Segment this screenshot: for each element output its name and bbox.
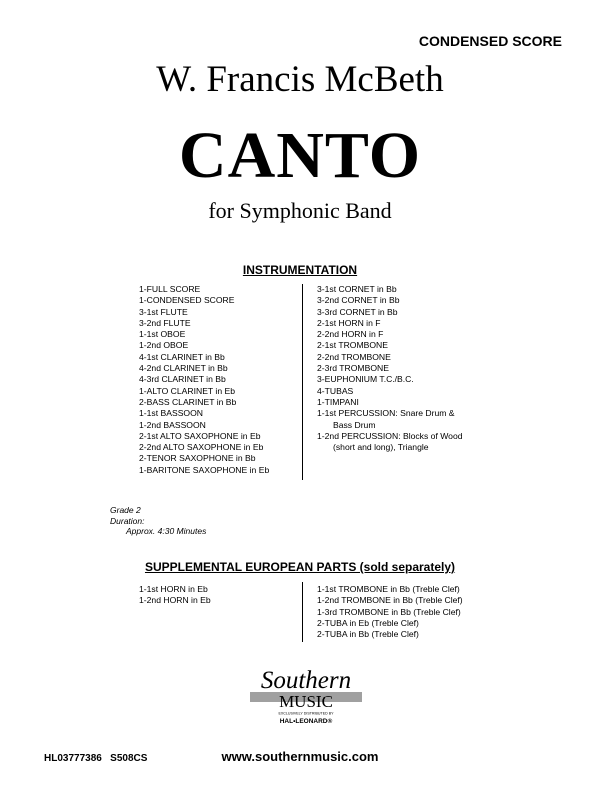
logo-distribution-text: EXCLUSIVELY DISTRIBUTED BY: [278, 711, 334, 716]
part-item-continuation: (short and long), Triangle: [333, 442, 429, 453]
part-item: 1-2nd OBOE: [139, 340, 189, 351]
part-item: 2-2nd ALTO SAXOPHONE in Eb: [139, 442, 264, 453]
part-item: 4-1st CLARINET in Bb: [139, 351, 225, 362]
part-item: 1-3rd TROMBONE in Bb (Treble Clef): [317, 606, 461, 617]
part-item: 2-TUBA in Eb (Treble Clef): [317, 617, 419, 628]
piece-title: CANTO: [178, 119, 422, 192]
part-item: 2-2nd HORN in F: [317, 329, 384, 340]
part-item: 3-EUPHONIUM T.C./B.C.: [317, 374, 414, 385]
piece-subtitle: for Symphonic Band: [208, 198, 392, 223]
part-item: 1-BARITONE SAXOPHONE in Eb: [139, 464, 270, 475]
instrumentation-left-column: [139, 284, 269, 476]
website-link[interactable]: www.southernmusic.com: [221, 749, 379, 764]
part-item: 2-2nd TROMBONE: [317, 351, 391, 362]
supplemental-left-column: [139, 584, 211, 607]
part-item: 3-3rd CORNET in Bb: [317, 306, 398, 317]
supplemental-divider: [302, 582, 303, 642]
part-item: 2-3rd TROMBONE: [317, 363, 389, 374]
grade-duration-info: [110, 505, 206, 537]
part-item: 1-2nd TROMBONE in Bb (Treble Clef): [317, 595, 463, 606]
part-item: 3-2nd CORNET in Bb: [317, 295, 400, 306]
instrumentation-divider: [302, 284, 303, 480]
part-item: 4-2nd CLARINET in Bb: [139, 363, 228, 374]
part-item: 3-1st CORNET in Bb: [317, 284, 397, 294]
part-item-continuation: Bass Drum: [333, 419, 376, 430]
part-item: 1-2nd BASSOON: [139, 419, 206, 430]
composer-name: W. Francis McBeth: [156, 59, 444, 100]
part-item: 4-TUBAS: [317, 385, 354, 396]
part-item: 2-1st ALTO SAXOPHONE in Eb: [139, 430, 261, 441]
publisher-logo: [246, 666, 366, 726]
grade-label: Grade 2: [110, 505, 141, 515]
part-item: 2-TENOR SAXOPHONE in Bb: [139, 453, 256, 464]
part-item: 1-CONDENSED SCORE: [139, 295, 235, 306]
duration-label: Duration:: [110, 515, 145, 526]
part-item: 2-BASS CLARINET in Bb: [139, 396, 237, 407]
part-item: 3-2nd FLUTE: [139, 317, 191, 328]
part-item: 1-ALTO CLARINET in Eb: [139, 385, 235, 396]
part-item: 1-1st TROMBONE in Bb (Treble Clef): [317, 584, 460, 594]
logo-music-text: MUSIC: [279, 692, 333, 711]
part-item: 1-2nd HORN in Eb: [139, 595, 211, 606]
duration-value: Approx. 4:30 Minutes: [126, 526, 207, 536]
instrumentation-right-column: [317, 284, 463, 453]
part-item: 1-2nd PERCUSSION: Blocks of Wood: [317, 430, 463, 441]
part-item: 1-FULL SCORE: [139, 284, 201, 294]
logo-hal-leonard-text: HAL•LEONARD®: [279, 718, 333, 725]
supplemental-right-column: [317, 584, 463, 640]
part-item: 1-1st HORN in Eb: [139, 584, 208, 594]
score-type-label: CONDENSED SCORE: [418, 33, 562, 49]
part-item: 2-1st HORN in F: [317, 317, 381, 328]
part-item: 2-TUBA in Bb (Treble Clef): [317, 629, 419, 640]
part-item: 1-1st BASSOON: [139, 408, 203, 419]
part-item: 1-TIMPANI: [317, 396, 359, 407]
logo-southern-text: Southern: [260, 667, 352, 694]
supplemental-heading: SUPPLEMENTAL EUROPEAN PARTS (sold separately): [144, 560, 456, 574]
part-item: 1-1st PERCUSSION: Snare Drum &: [317, 408, 455, 419]
part-item: 4-3rd CLARINET in Bb: [139, 374, 226, 385]
catalog-number: HL03777386 S508CS: [44, 753, 148, 764]
part-item: 2-1st TROMBONE: [317, 340, 388, 351]
instrumentation-heading: INSTRUMENTATION: [242, 263, 358, 277]
part-item: 3-1st FLUTE: [139, 306, 188, 317]
part-item: 1-1st OBOE: [139, 329, 186, 340]
